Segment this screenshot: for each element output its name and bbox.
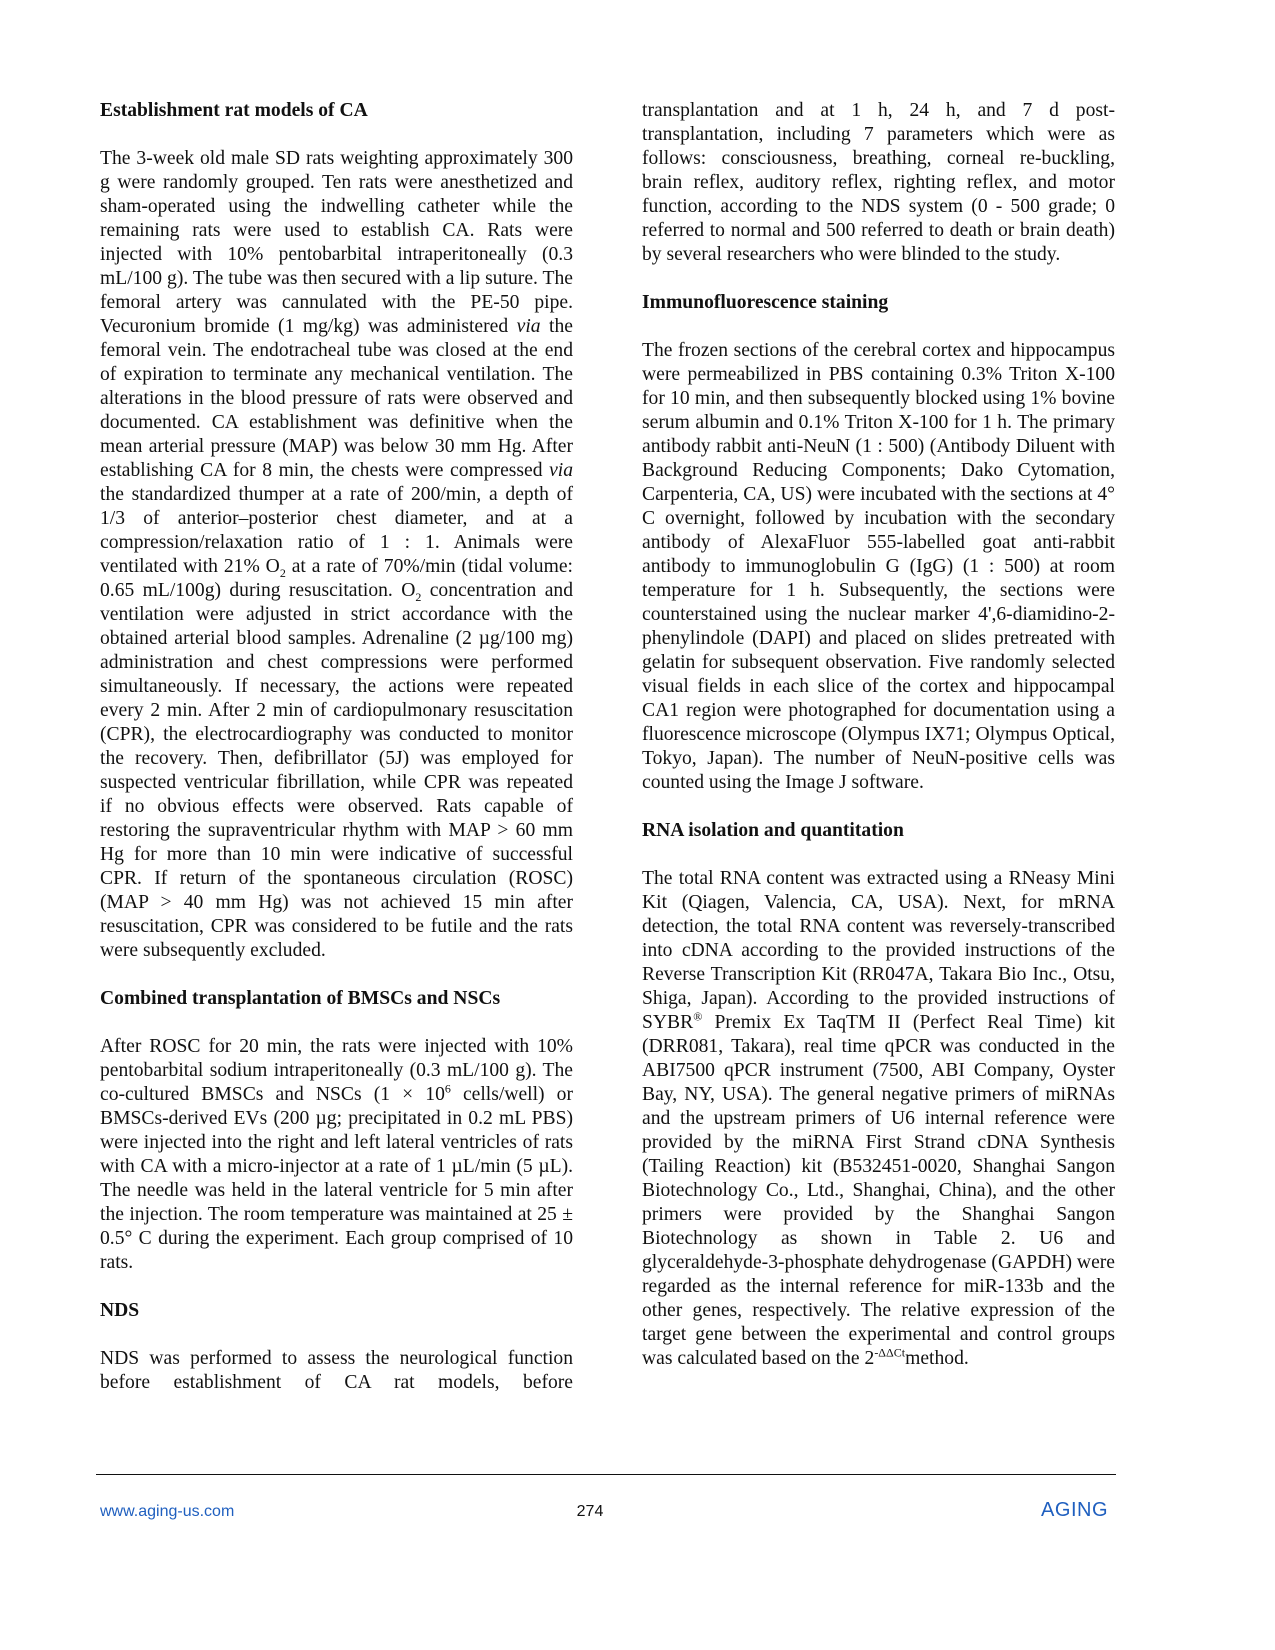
text-run: the standardized thumper at a rate of 200/min, a depth of 1/3 of anterior–posterior chest diameter, and at a compression/relaxation ratio of 1 : 1. Animals were ventilated with 21% O (100, 484, 573, 577)
section-heading-nds: NDS (100, 1300, 140, 1321)
italic-via: via (549, 460, 573, 481)
text-run: cells/well) or BMSCs-derived EVs (200 µg; precipitated in 0.2 mL PBS) were injected into the right and left lateral ventricles of rats with CA with a micro-injector at a rate of 1 µL/min (5 µL). The needle was held in the lateral ventricle for 5 min after the injection. The room temperature was maintained at 25 ± 0.5° C during the experiment. Each group comprised of 10 rats. (100, 1084, 573, 1273)
journal-name: AGING (1041, 1499, 1108, 1521)
footer-divider (96, 1474, 1116, 1475)
subscript: 2 (415, 589, 422, 604)
superscript: -ΔΔCt (874, 1345, 906, 1360)
text-run: After ROSC for 20 min, the rats were injected with 10% pentobarbital sodium intraperitoneally (0.3 mL/100 g). The co-cultured BMSCs and NSCs (1 × 10 (100, 1036, 573, 1105)
text-run: the femoral vein. The endotracheal tube was closed at the end of expiration to terminate any mechanical ventilation. The alterations in the blood pressure of rats were observed and documented. CA establishment was definitive when the mean arterial pressure (MAP) was below 30 mm Hg. After establishing CA for 8 min, the chests were compressed (100, 316, 573, 481)
page-number: 274 (576, 1503, 604, 1520)
text-run: The 3-week old male SD rats weighting approximately 300 g were randomly grouped. Ten rats were anesthetized and sham-operated using the indwelling catheter while the remaining rats were used to establish CA. Rats were injected with 10% pentobarbital intraperitoneally (0.3 mL/100 g). The tube was then secured with a lip suture. The femoral artery was cannulated with the PE-50 pipe. Vecuronium bromide (1 mg/kg) was administered (100, 148, 573, 337)
paragraph-nds: NDS was performed to assess the neurological function before establishment of CA rat models, before (100, 1348, 573, 1393)
paragraph-nds-continued: transplantation and at 1 h, 24 h, and 7 d post-transplantation, including 7 parameters which were as follows: consciousness, breathing, corneal re-buckling, brain reflex, auditory reflex, righting reflex, and motor function, according to the NDS system (0 - 500 grade; 0 referred to normal and 500 referred to death or brain death) by several researchers who were blinded to the study. (642, 100, 1115, 265)
section-heading-rna: RNA isolation and quantitation (642, 820, 904, 841)
text-run: Premix Ex TaqTM II (Perfect Real Time) kit (DRR081, Takara), real time qPCR was conducted in the ABI7500 qPCR instrument (7500, ABI Company, Oyster Bay, NY, USA). The general negative primers of miRNAs and the upstream primers of U6 internal reference were provided by the miRNA First Strand cDNA Synthesis (Tailing Reaction) kit (B532451-0020, Shanghai Sangon Biotechnology Co., Ltd., Shanghai, China), and the other primers were provided by the Shanghai Sangon Biotechnology as shown in Table 2. U6 and glyceraldehyde-3-phosphate dehydrogenase (GAPDH) were regarded as the internal reference for miR-133b and the other genes, respectively. The relative expression of the target gene between the experimental and control groups was calculated based on the 2 (642, 1012, 1115, 1369)
italic-via: via (516, 316, 541, 337)
text-run: method. (905, 1348, 969, 1369)
paragraph-rna (642, 867, 1115, 1371)
paragraph-immunofluorescence: The frozen sections of the cerebral cortex and hippocampus were permeabilized in PBS containing 0.3% Triton X-100 for 10 min, and then subsequently blocked using 1% bovine serum albumin and 0.1% Triton X-100 for 1 h. The primary antibody rabbit anti-NeuN (1 : 500) (Antibody Diluent with Background Reducing Components; Dako Cytomation, Carpenteria, CA, US) were incubated with the sections at 4° C overnight, followed by incubation with the secondary antibody of AlexaFluor 555-labelled goat anti-rabbit antibody to immunoglobulin G (IgG) (1 : 500) at room temperature for 1 h. Subsequently, the sections were counterstained using the nuclear marker 4',6-diamidino-2-phenylindole (DAPI) and placed on slides pretreated with gelatin for subsequent observation. Five randomly selected visual fields in each slice of the cortex and hippocampal CA1 region were photographed for documentation using a fluorescence microscope (Olympus IX71; Olympus Optical, Tokyo, Japan). The number of NeuN-positive cells was counted using the Image J software. (642, 340, 1115, 793)
right-column (642, 99, 1115, 1371)
text-run: concentration and ventilation were adjusted in strict accordance with the obtained arterial blood samples. Adrenaline (2 µg/100 mg) administration and chest compressions were performed simultaneously. If necessary, the actions were repeated every 2 min. After 2 min of cardiopulmonary resuscitation (CPR), the electrocardiography was conducted to monitor the recovery. Then, defibrillator (5J) was employed for suspected ventricular fibrillation, while CPR was repeated if no obvious effects were observed. Rats capable of restoring the supraventricular rhythm with MAP > 60 mm Hg for more than 10 min were indicative of successful CPR. If return of the spontaneous circulation (ROSC) (MAP > 40 mm Hg) was not achieved 15 min after resuscitation, CPR was considered to be futile and the rats were subsequently excluded. (100, 580, 574, 961)
text-run: at a rate of 70%/min (tidal volume: 0.65 mL/100g) during resuscitation. O (100, 556, 573, 601)
section-heading-immunofluorescence: Immunofluorescence staining (642, 292, 889, 313)
paragraph-ca-models (100, 147, 573, 963)
superscript: ® (693, 1009, 703, 1024)
section-heading-ca-models: Establishment rat models of CA (100, 100, 368, 121)
paragraph-transplantation (100, 1035, 573, 1275)
text-run: The total RNA content was extracted using a RNeasy Mini Kit (Qiagen, Valencia, CA, USA). Next, for mRNA detection, the total RNA content was reversely-transcribed into cDNA according to the provided instructions of the Reverse Transcription Kit (RR047A, Takara Bio Inc., Otsu, Shiga, Japan). According to the provided instructions of SYBR (642, 868, 1115, 1033)
superscript: 6 (444, 1081, 451, 1096)
left-column (100, 99, 573, 1395)
subscript: 2 (279, 565, 286, 580)
journal-url-link[interactable]: www.aging-us.com (100, 1503, 235, 1520)
section-heading-transplantation: Combined transplantation of BMSCs and NSCs (100, 988, 501, 1009)
